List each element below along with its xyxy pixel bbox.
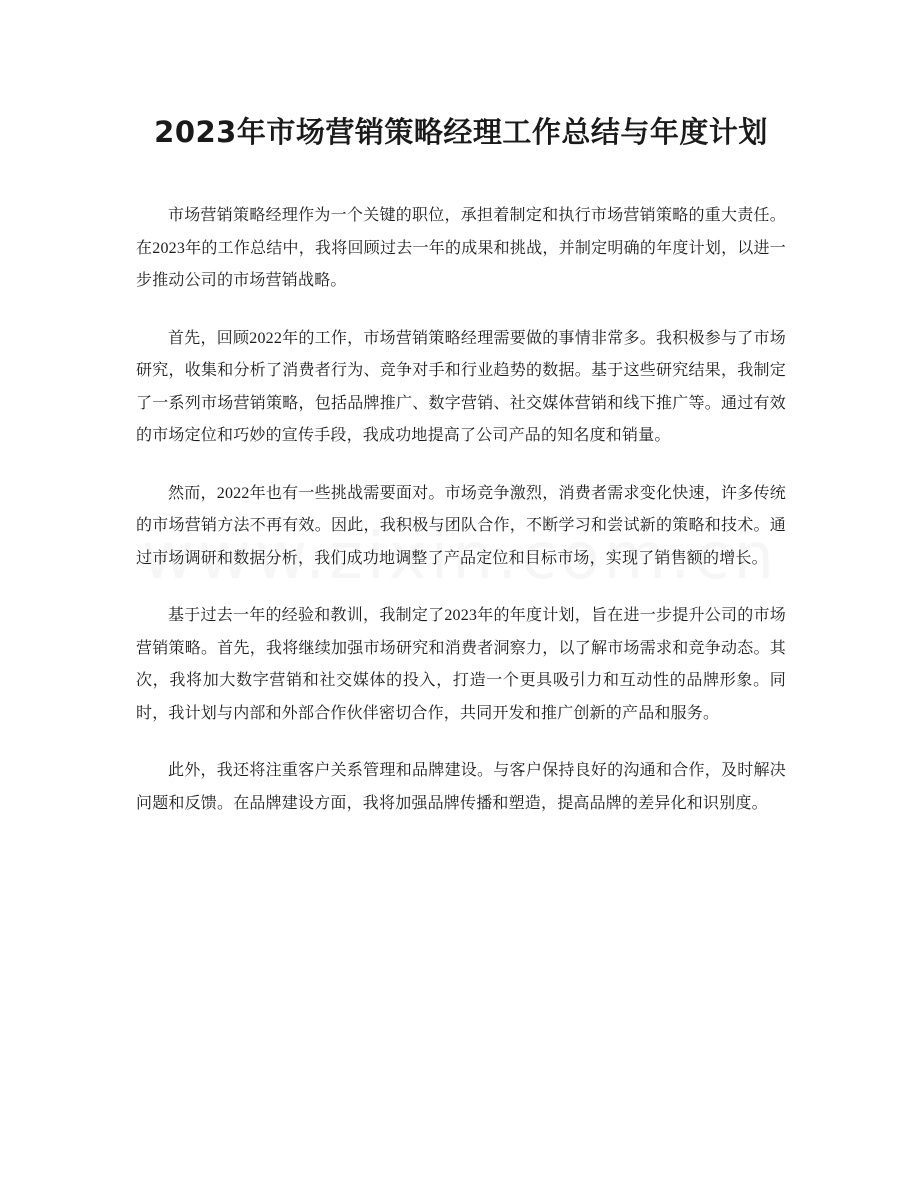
paragraph-intro: 市场营销策略经理作为一个关键的职位，承担着制定和执行市场营销策略的重大责任。在2023年的工作总结中，我将回顾过去一年的成果和挑战，并制定明确的年度计划，以进一步推动公司的市场营销战略。 [136,207,786,289]
document-title: 2023年市场营销策略经理工作总结与年度计划 [154,115,768,149]
paragraph-review-2022: 首先，回顾2022年的工作，市场营销策略经理需要做的事情非常多。我积极参与了市场研究，收集和分析了消费者行为、竞争对手和行业趋势的数据。基于这些研究结果，我制定了一系列市场营销策略，包括品牌推广、数字营销、社交媒体营销和线下推广等。通过有效的市场定位和巧妙的宣传手段，我成功地提高了公司产品的知名度和销量。 [136,329,786,444]
paragraph-customer-brand: 此外，我还将注重客户关系管理和品牌建设。与客户保持良好的沟通和合作，及时解决问题和反馈。在品牌建设方面，我将加强品牌传播和塑造，提高品牌的差异化和识别度。 [136,762,786,812]
paragraph-challenges: 然而，2022年也有一些挑战需要面对。市场竞争激烈，消费者需求变化快速，许多传统的市场营销方法不再有效。因此，我积极与团队合作，不断学习和尝试新的策略和技术。通过市场调研和数据分析，我们成功地调整了产品定位和目标市场，实现了销售额的增长。 [136,484,786,567]
paragraph-plan-2023: 基于过去一年的经验和教训，我制定了2023年的年度计划，旨在进一步提升公司的市场营销策略。首先，我将继续加强市场研究和消费者洞察力，以了解市场需求和竞争动态。其次，我将加大数字营销和社交媒体的投入，打造一个更具吸引力和互动性的品牌形象。同时，我计划与内部和外部合作伙伴密切合作，共同开发和推广创新的产品和服务。 [136,607,786,722]
